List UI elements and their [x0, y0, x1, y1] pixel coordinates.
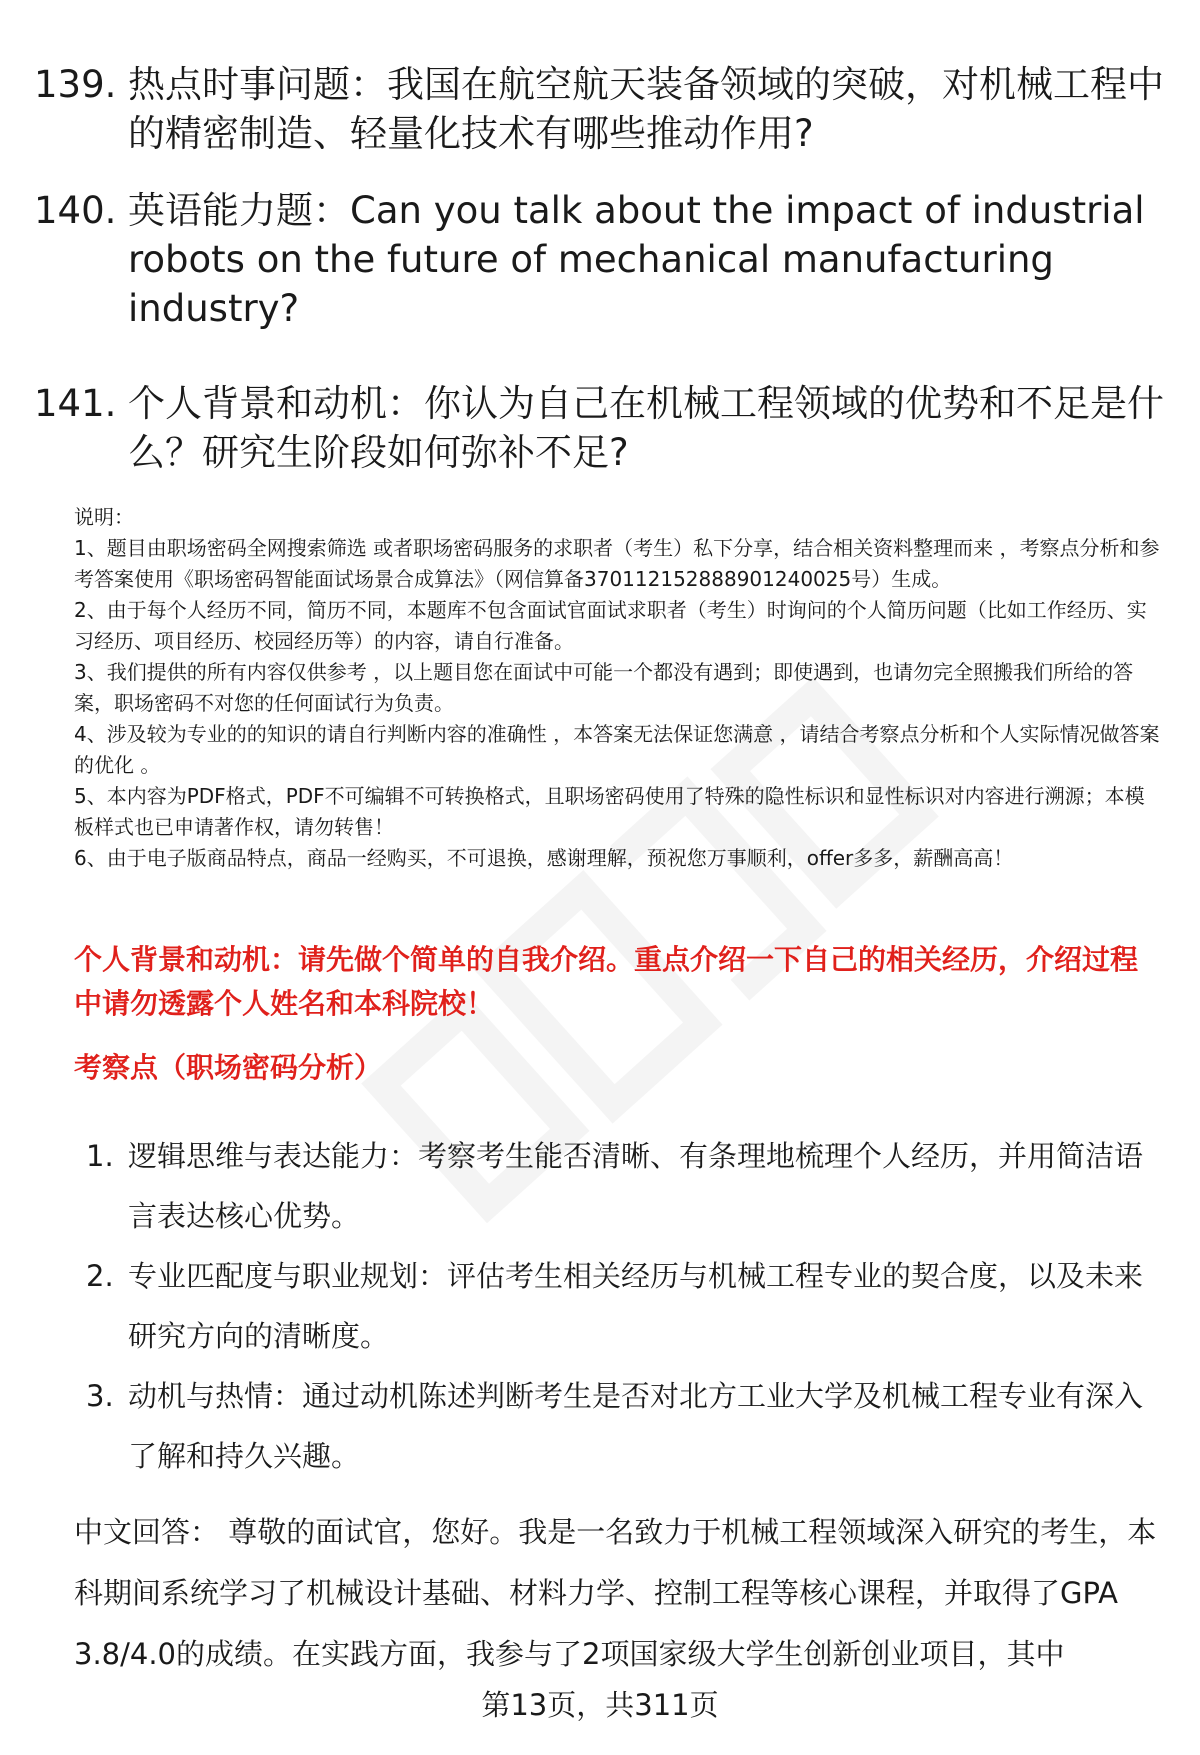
point-number: 3.	[86, 1379, 114, 1413]
answer-text: 中文回答： 尊敬的面试官，您好。我是一名致力于机械工程领域深入研究的考生，本科期间系统学习了机械设计基础、材料力学、控制工程等核心课程，并取得了GPA 3.8/4.0的成绩。在实践方面，我参与了2项国家级大学生创新创业项目，其中	[74, 1515, 1157, 1671]
question-text: 个人背景和动机：你认为自己在机械工程领域的优势和不足是什么？研究生阶段如何弥补不足?	[128, 382, 1164, 474]
analysis-heading: 考察点（职场密码分析）	[74, 1051, 383, 1084]
page-footer: 第13页，共311页	[481, 1688, 719, 1722]
question-text: 热点时事问题：我国在航空航天装备领域的突破，对机械工程中的精密制造、轻量化技术有哪些推动作用?	[128, 63, 1164, 155]
answer-section	[74, 1502, 1164, 1685]
analysis-point	[86, 1126, 1166, 1246]
note-item: 4、涉及较为专业的的知识的请自行判断内容的准确性 ，本答案无法保证您满意 ，请结合考察点分析和个人实际情况做答案的优化 。	[74, 722, 1160, 777]
notes-section	[74, 502, 1164, 874]
notes-title: 说明：	[74, 505, 134, 529]
point-text: 逻辑思维与表达能力：考察考生能否清晰、有条理地梳理个人经历，并用简洁语言表达核心优势。	[128, 1139, 1144, 1233]
analysis-point	[86, 1246, 1166, 1366]
question-number: 140.	[34, 189, 117, 232]
question-list	[34, 60, 1164, 505]
point-number: 1.	[86, 1139, 114, 1173]
analysis-points	[86, 1126, 1166, 1486]
question-number: 139.	[34, 63, 117, 106]
note-item: 5、本内容为PDF格式，PDF不可编辑不可转换格式，且职场密码使用了特殊的隐性标识和显性标识对内容进行溯源；本模板样式也已申请著作权，请勿转售！	[74, 784, 1145, 839]
question-text: 英语能力题：Can you talk about the impact of industrial robots on the future of mechanical manufacturing industry?	[128, 189, 1145, 330]
point-text: 动机与热情：通过动机陈述判断考生是否对北方工业大学及机械工程专业有深入了解和持久兴趣。	[128, 1379, 1144, 1473]
question-item	[34, 60, 1164, 158]
highlight-question: 个人背景和动机：请先做个简单的自我介绍。重点介绍一下自己的相关经历，介绍过程中请勿透露个人姓名和本科院校！	[74, 943, 1139, 1020]
note-item: 6、由于电子版商品特点，商品一经购买，不可退换，感谢理解，预祝您万事顺利，offer多多，薪酬高高！	[74, 846, 1014, 870]
note-item: 2、由于每个人经历不同，简历不同，本题库不包含面试官面试求职者（考生）时询问的个人简历问题（比如工作经历、实习经历、项目经历、校园经历等）的内容，请自行准备。	[74, 598, 1147, 653]
point-text: 专业匹配度与职业规划：评估考生相关经历与机械工程专业的契合度，以及未来研究方向的清晰度。	[128, 1259, 1144, 1353]
question-number: 141.	[34, 382, 117, 425]
point-number: 2.	[86, 1259, 114, 1293]
question-item	[34, 186, 1164, 333]
note-item: 3、我们提供的所有内容仅供参考 ，以上题目您在面试中可能一个都没有遇到；即使遇到，也请勿完全照搬我们所给的答案，职场密码不对您的任何面试行为负责。	[74, 660, 1134, 715]
analysis-point	[86, 1366, 1166, 1486]
note-item: 1、题目由职场密码全网搜索筛选 或者职场密码服务的求职者（考生）私下分享，结合相关资料整理而来 ，考察点分析和参考答案使用《职场密码智能面试场景合成算法》（网信算备370112152888901240025号）生成。	[74, 536, 1160, 591]
question-item	[34, 379, 1164, 477]
